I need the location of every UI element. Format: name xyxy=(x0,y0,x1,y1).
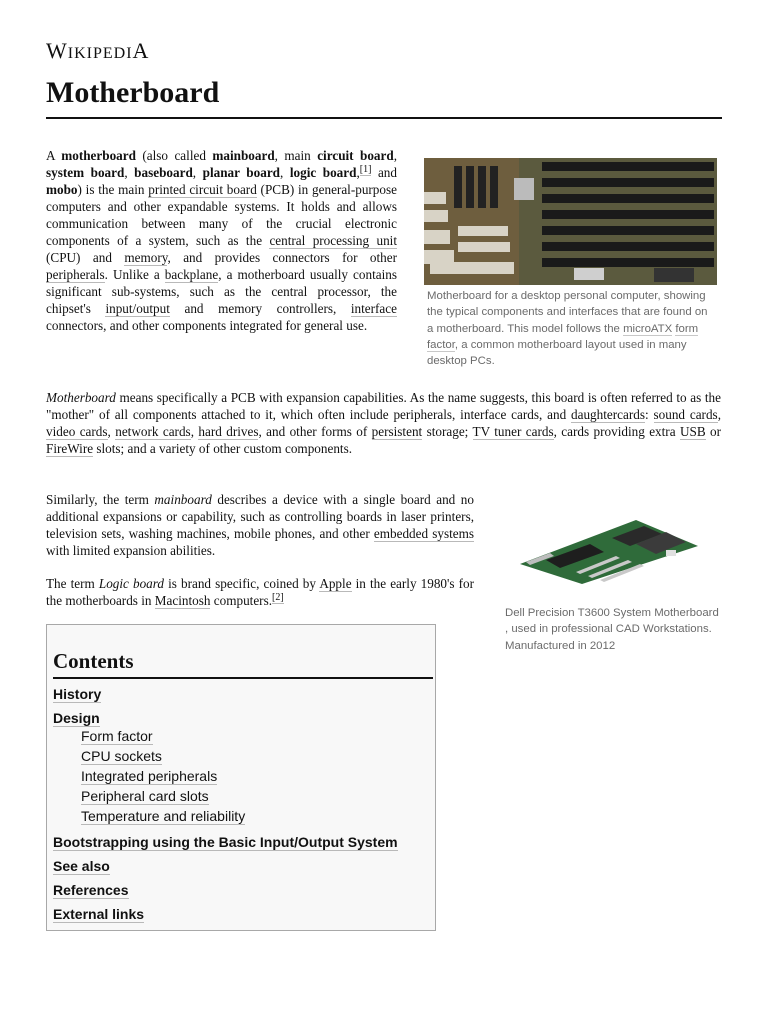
dell-motherboard-image[interactable] xyxy=(516,516,700,586)
toc-link-temperature-reliability[interactable]: Temperature and reliability xyxy=(81,808,246,824)
toc-link-external-links[interactable]: External links xyxy=(53,906,145,922)
link-central-processing-unit[interactable]: central processing unit xyxy=(269,233,397,248)
toc-link-see-also[interactable]: See also xyxy=(53,858,110,874)
link-peripherals[interactable]: peripherals xyxy=(46,267,105,282)
toc-title: Contents xyxy=(53,649,134,673)
link-video-cards[interactable]: video cards xyxy=(46,424,108,439)
toc-link-cpu-sockets[interactable]: CPU sockets xyxy=(81,748,162,764)
motherboard-photo-drawing xyxy=(424,158,717,285)
link-interface[interactable]: interface xyxy=(350,301,397,316)
link-persistent[interactable]: persistent xyxy=(371,424,423,439)
link-network-cards[interactable]: network cards xyxy=(115,424,191,439)
toc-link-design[interactable]: Design xyxy=(53,710,100,726)
link-apple[interactable]: Apple xyxy=(319,576,352,591)
link-hard-drives[interactable]: hard drives xyxy=(198,424,259,439)
link-printed-circuit-board[interactable]: printed circuit board xyxy=(148,182,257,197)
link-firewire[interactable]: FireWire xyxy=(46,441,94,456)
link-usb[interactable]: USB xyxy=(679,424,706,439)
toc-link-integrated-peripherals[interactable]: Integrated peripherals xyxy=(81,768,218,784)
table-of-contents xyxy=(46,624,436,931)
link-daughtercards[interactable]: daughtercards xyxy=(571,407,645,422)
paragraph-logic-board: The term Logic board is brand specific, coined by Apple in the early 1980's for the motherboards in Macintosh computers.[2] xyxy=(46,576,474,608)
paragraph-motherboard-meaning: Motherboard means specifically a PCB with expansion capabilities. As the name suggests, this board is often referred to as the "mother" of all components attached to it, which often include peripherals, interface cards, and daughtercards: sound cards, video cards, network cards, hard drives, and other forms of persistent storage; TV tuner cards, cards providing extra USB or FireWire slots; and a variety of other custom components. xyxy=(46,390,722,456)
toc-link-references[interactable]: References xyxy=(53,882,129,898)
image-caption-dell: Dell Precision T3600 System Motherboard , used in professional CAD Workstations. Manufactured in 2012 xyxy=(505,607,719,652)
toc-link-form-factor[interactable]: Form factor xyxy=(81,728,153,744)
toc-link-bootstrapping[interactable]: Bootstrapping using the Basic Input/Output System xyxy=(53,834,398,850)
citation-link-1[interactable]: [1] xyxy=(359,163,372,175)
lead-paragraph: A motherboard (also called mainboard, main circuit board, system board, baseboard, planar board, logic board,[1] and mobo) is the main printed circuit board (PCB) in general-purpose computers and other expandable systems. It holds and allows communication between many of the crucial electronic components of a system, such as the central processing unit (CPU) and memory, and provides connectors for other peripherals. Unlike a backplane, a motherboard usually contains significant sub-systems, such as the central processor, the chipset's input/output and memory controllers, interface connectors, and other components integrated for general use. xyxy=(46,148,398,333)
link-embedded-systems[interactable]: embedded systems xyxy=(373,526,474,541)
motherboard-desktop-image[interactable] xyxy=(424,158,717,285)
wikipedia-wordmark[interactable]: WIKIPEDIA xyxy=(46,38,150,63)
toc-link-peripheral-card-slots[interactable]: Peripheral card slots xyxy=(81,788,209,804)
citation-link-2[interactable]: [2] xyxy=(272,591,284,603)
image-caption-desktop: Motherboard for a desktop personal computer, showing the typical components and interfaces that are found on a motherboard. This model follows the microATX form factor, a common motherboard layout used in many desktop PCs. xyxy=(427,290,708,368)
page-title: Motherboard xyxy=(46,76,220,109)
dell-motherboard-drawing xyxy=(516,516,700,586)
link-sound-cards[interactable]: sound cards xyxy=(653,407,718,422)
link-tv-tuner-cards[interactable]: TV tuner cards xyxy=(472,424,554,439)
toc-link-history[interactable]: History xyxy=(53,686,102,702)
link-macintosh[interactable]: Macintosh xyxy=(154,593,211,608)
link-input-output[interactable]: input/output xyxy=(105,301,170,316)
link-backplane[interactable]: backplane xyxy=(164,267,219,282)
toc-divider xyxy=(53,677,433,679)
title-divider xyxy=(46,117,722,119)
link-form-factor[interactable]: form factor xyxy=(427,322,699,351)
link-memory[interactable]: memory xyxy=(124,250,168,265)
link-microatx[interactable]: microATX xyxy=(623,322,673,335)
paragraph-mainboard: Similarly, the term mainboard describes a device with a single board and no additional expansions or capability, such as controlling boards in laser printers, television sets, washing machines, mobile phones, and other embedded systems with limited expansion abilities. xyxy=(46,492,474,558)
